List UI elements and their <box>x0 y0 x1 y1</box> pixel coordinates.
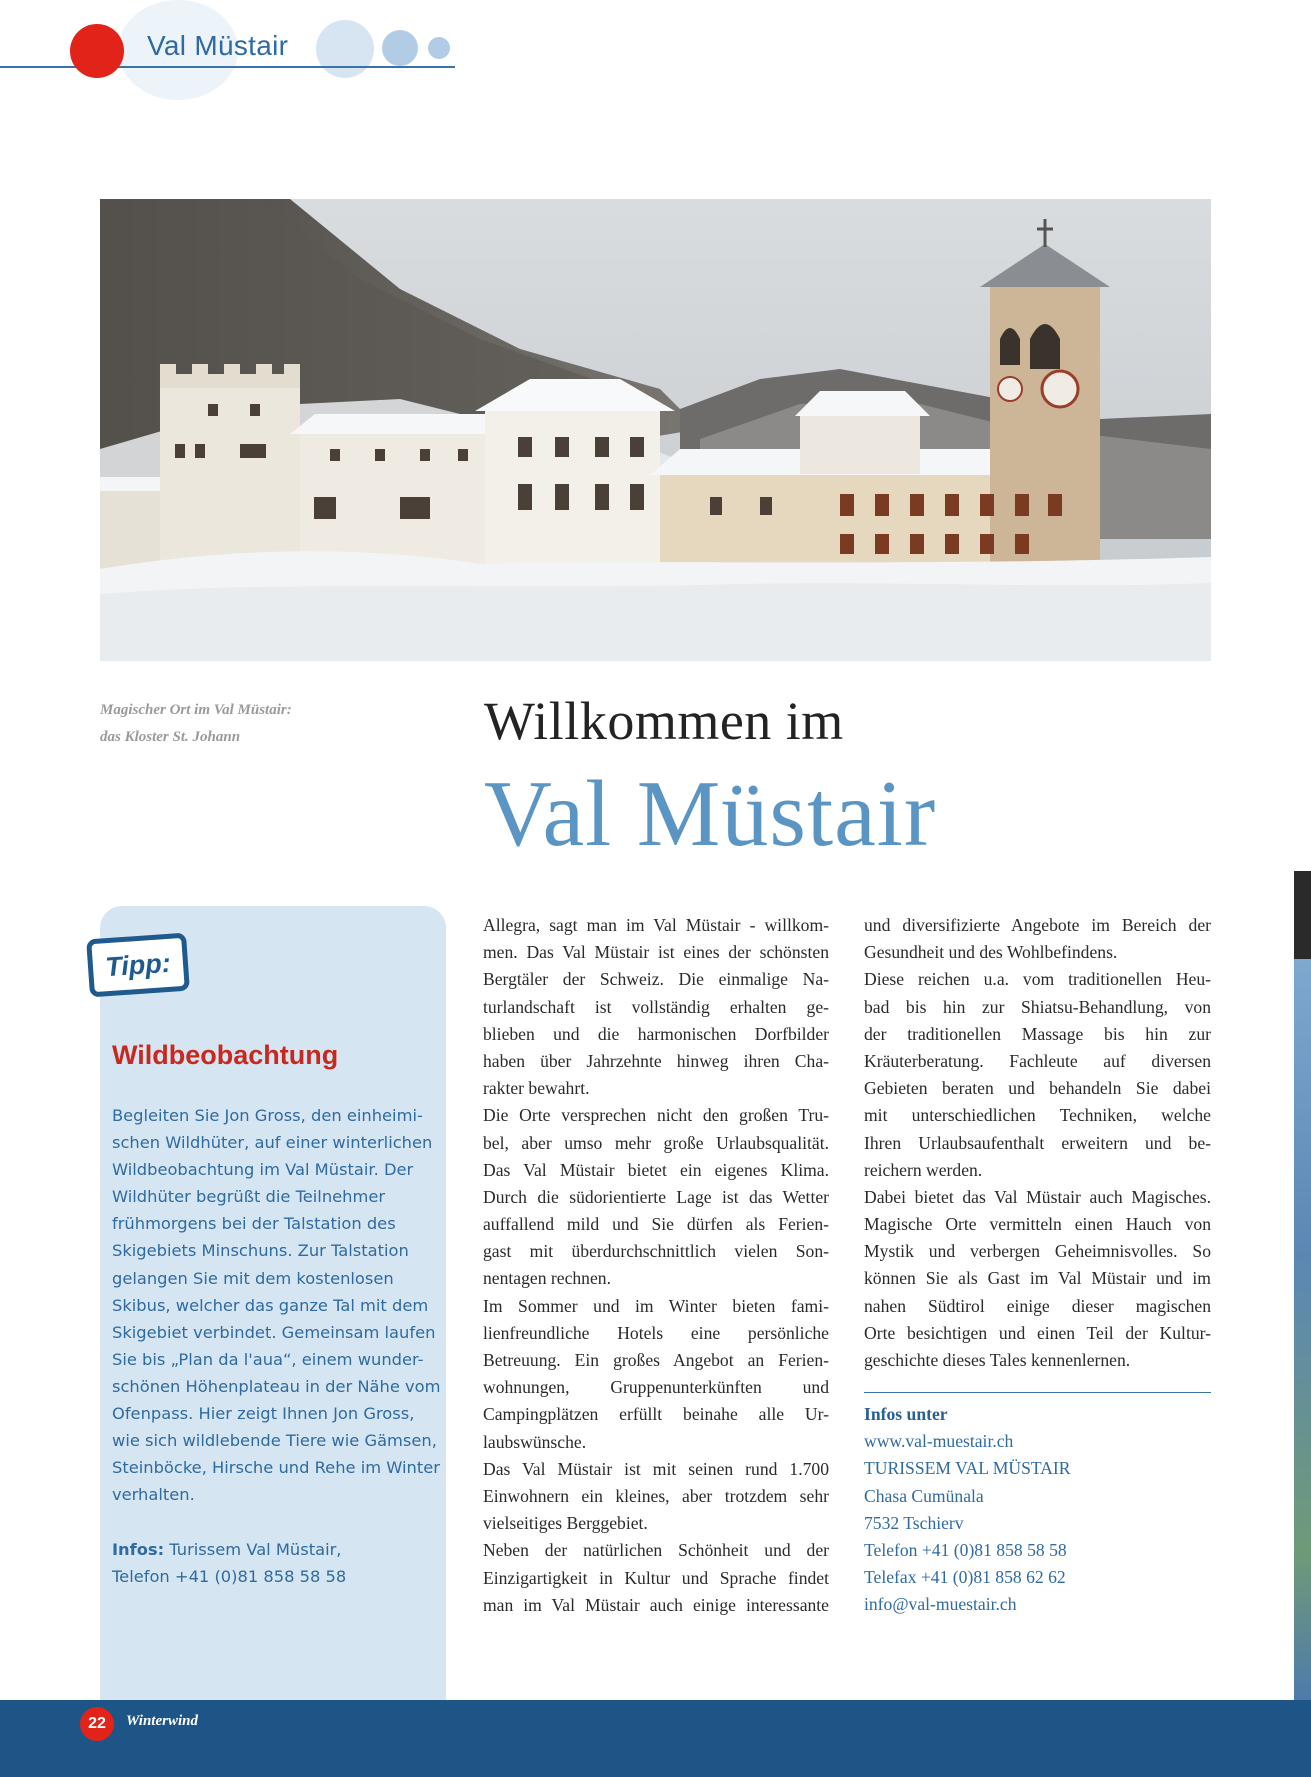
article-column-2 <box>864 912 1211 1374</box>
article-line: Neben der natürlichen Schönheit und der <box>483 1540 829 1561</box>
info-lead: Infos unter <box>864 1404 948 1424</box>
article-line: turlandschaft ist vollständig erhalten ge- <box>483 996 829 1017</box>
tip-body <box>112 1102 441 1508</box>
info-block <box>864 1401 1211 1619</box>
next-page-edge <box>1294 871 1311 959</box>
page-number: 22 <box>80 1707 114 1741</box>
article-line: Diese reichen u.a. vom traditionellen Heu- <box>864 969 1211 990</box>
info-line: TURISSEM VAL MÜSTAIR <box>864 1458 1071 1479</box>
header-rule <box>0 66 455 68</box>
tip-line: gelangen Sie mit dem kostenlosen <box>112 1268 394 1288</box>
info-line: Chasa Cumünala <box>864 1485 984 1506</box>
tip-title: Wildbeobachtung <box>112 1040 339 1070</box>
article-line: Allegra, sagt man im Val Müstair - willkom- <box>483 915 829 935</box>
tip-line: Skibus, welcher das ganze Tal mit dem <box>112 1295 429 1315</box>
article-line: nahen Südtirol einige dieser magischen <box>864 1295 1211 1316</box>
article-line: mit unterschiedlichen Techniken, welche <box>864 1105 1211 1126</box>
article-line: Kräuterberatung. Fachleute auf diversen <box>864 1050 1211 1071</box>
tip-line: Sie bis „Plan da l'aua“, einem wunder- <box>112 1349 424 1369</box>
article-line: Magische Orte vermitteln einen Hauch von <box>864 1214 1211 1235</box>
article-line: lienfreundliche Hotels eine persönliche <box>483 1322 829 1343</box>
article-line: Betreuung. Ein großes Angebot an Ferien- <box>483 1350 829 1370</box>
headline-line2: Val Müstair <box>484 762 937 866</box>
tip-info <box>112 1536 434 1590</box>
article-line: Einwohnern ein kleines, aber trotzdem sehr <box>483 1485 829 1506</box>
article-line: Im Sommer und im Winter bieten fami- <box>483 1295 829 1316</box>
magazine-name: Winterwind <box>126 1713 198 1729</box>
page-footer <box>0 1700 1311 1777</box>
article-line: Das Val Müstair ist mit seinen rund 1.700 <box>483 1458 829 1479</box>
tip-line: frühmorgens bei der Talstation des <box>112 1214 396 1234</box>
header-bubble <box>382 30 418 66</box>
article-line: nentagen rechnen. <box>483 1268 611 1289</box>
article-line: der traditionellen Massage bis hin zur <box>864 1023 1211 1044</box>
article-line: laubswünsche. <box>483 1431 587 1452</box>
info-email-link[interactable]: info@val-muestair.ch <box>864 1594 1017 1615</box>
article-column-1 <box>483 912 829 1619</box>
tip-line: Begleiten Sie Jon Gross, den einheimi- <box>112 1106 423 1125</box>
article-line: man im Val Müstair auch einige interessante <box>483 1594 829 1615</box>
article-line: Bergtäler der Schweiz. Die einmalige Na- <box>483 969 829 990</box>
article-line: Campingplätzen erfüllt beinahe alle Ur- <box>483 1404 829 1425</box>
photo-caption <box>100 697 380 751</box>
tip-line: wie sich wildlebende Tiere wie Gämsen, <box>112 1431 437 1451</box>
tip-line: Skigebiet verbindet. Gemeinsam laufen <box>112 1322 436 1342</box>
info-fax: Telefax +41 (0)81 858 62 62 <box>864 1567 1066 1588</box>
article-line: Ihren Urlaubsaufenthalt erweitern und be- <box>864 1132 1211 1153</box>
article-line: können Sie als Gast im Val Müstair und im <box>864 1268 1211 1289</box>
article-line: Gebieten beraten und behandeln Sie dabei <box>864 1078 1211 1099</box>
article-line: bad bis hin zur Shiatsu-Behandlung, von <box>864 996 1211 1017</box>
tip-info-text: Turissem Val Müstair, <box>164 1540 342 1559</box>
article-line: vielseitiges Berggebiet. <box>483 1513 648 1534</box>
article-line: blieben und die harmonischen Dorfbilder <box>483 1023 829 1044</box>
article-line: haben über Jahrzehnte hinweg ihren Cha- <box>483 1050 829 1071</box>
article-line: geschichte dieses Tales kennenlernen. <box>864 1350 1131 1370</box>
article-line: reichern werden. <box>864 1159 983 1180</box>
article-line: Das Val Müstair bietet ein eigenes Klima. <box>483 1159 829 1180</box>
tip-badge-label: Tipp: <box>104 947 172 982</box>
caption-line: das Kloster St. Johann <box>100 729 241 745</box>
monastery-photo <box>100 199 1211 661</box>
article-line: Gesundheit und des Wohlbefindens. <box>864 942 1118 963</box>
article-line: und diversifizierte Angebote im Bereich der <box>864 915 1211 935</box>
info-rule <box>864 1392 1211 1393</box>
article-line: Einzigartigkeit in Kultur und Sprache findet <box>483 1567 829 1588</box>
article-line: Orte besichtigen und einen Teil der Kultur- <box>864 1322 1211 1343</box>
article-line: Die Orte versprechen nicht den großen Tru- <box>483 1105 829 1126</box>
tip-badge <box>86 933 190 998</box>
next-page-edge <box>1294 959 1311 1700</box>
info-website-link[interactable]: www.val-muestair.ch <box>864 1431 1014 1452</box>
tip-info-label: Infos: <box>112 1540 165 1559</box>
tip-line: Skigebiets Minschuns. Zur Talstation <box>112 1241 409 1261</box>
tip-info-phone: Telefon +41 (0)81 858 58 58 <box>112 1567 347 1587</box>
article-line: bel, aber umso mehr große Urlaubsqualität. <box>483 1132 829 1153</box>
tip-line: Ofenpass. Hier zeigt Ihnen Jon Gross, <box>112 1404 415 1424</box>
tip-line: verhalten. <box>112 1485 195 1505</box>
info-line: 7532 Tschierv <box>864 1512 964 1533</box>
article-line: auffallend mild und Sie dürfen als Ferien- <box>483 1214 829 1235</box>
header-red-dot <box>70 24 124 78</box>
article-line: rakter bewahrt. <box>483 1078 590 1099</box>
article-line: Durch die südorientierte Lage ist das Wetter <box>483 1186 829 1207</box>
header-bubble <box>428 37 450 59</box>
article-line: gast mit überdurchschnittlich vielen Son- <box>483 1241 829 1262</box>
caption-line: Magischer Ort im Val Müstair: <box>100 702 292 718</box>
headline-line1: Willkommen im <box>484 691 844 751</box>
tip-line: Wildhüter begrüßt die Teilnehmer <box>112 1187 386 1207</box>
tip-line: schönen Höhenplateau in der Nähe vom <box>112 1376 441 1396</box>
header-bubble <box>316 20 374 78</box>
article-line: wohnungen, Gruppenunterkünften und <box>483 1377 829 1398</box>
section-title: Val Müstair <box>147 30 289 61</box>
tip-line: Steinböcke, Hirsche und Rehe im Winter <box>112 1458 440 1478</box>
article-line: Dabei bietet das Val Müstair auch Magisches. <box>864 1186 1211 1207</box>
tip-line: schen Wildhüter, auf einer winterlichen <box>112 1133 433 1153</box>
tip-line: Wildbeobachtung im Val Müstair. Der <box>112 1160 414 1180</box>
article-line: men. Das Val Müstair ist eines der schönsten <box>483 942 829 963</box>
info-phone: Telefon +41 (0)81 858 58 58 <box>864 1540 1067 1561</box>
article-line: Mystik und verbergen Geheimnisvolles. So <box>864 1241 1211 1262</box>
